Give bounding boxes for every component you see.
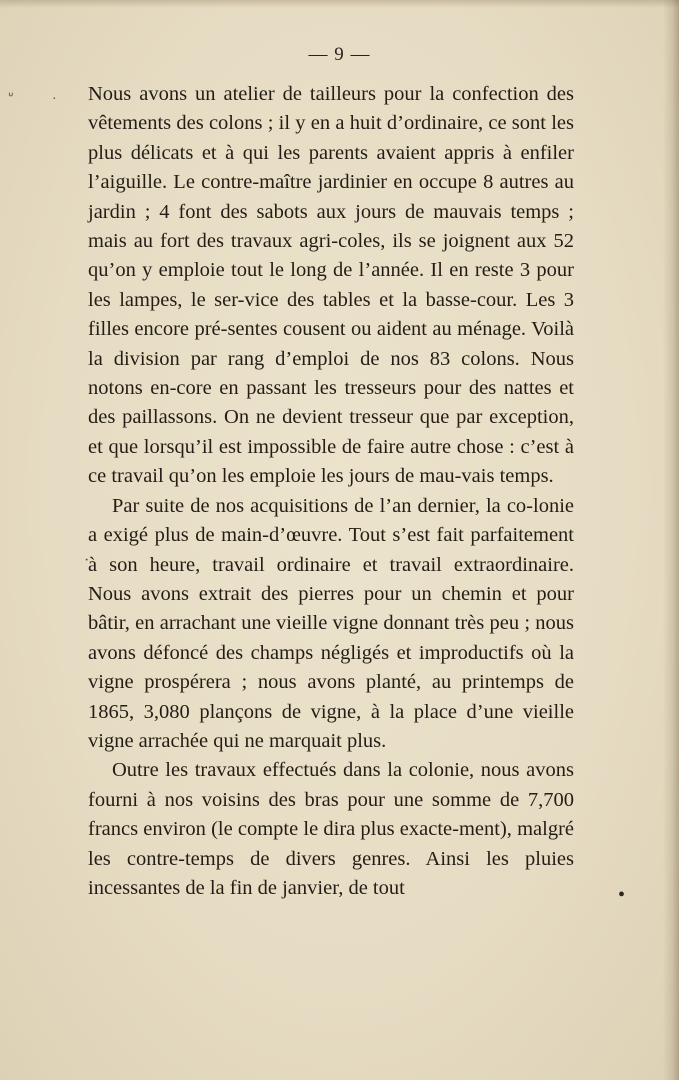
paragraph-1: Nous avons un atelier de tailleurs pour la confection des vêtements des colons ; il y en a huit d’ordinaire, ce sont les plus délicats et à qui les parents avaient appris à enfiler l’aiguille. Le contre-maître jardinier en occupe 8 autres au jardin ; 4 font des sabots aux jours de mauvais temps ; mais au fort des travaux agri-coles, ils se joignent aux 52 qu’on y emploie tout le long de l’année. Il en reste 3 pour les lampes, le ser-vice des tables et la basse-cour. Les 3 filles encore pré-sentes cousent ou aident au ménage. Voilà la division par rang d’emploi de nos 83 colons. Nous notons en-core en passant les tresseurs pour des nattes et des paillassons. On ne devient tresseur que par exception, et que lorsqu’il est impossible de faire autre chose : c’est à ce travail qu’on les emploie les jours de mau-vais temps.	[88, 83, 574, 488]
paragraph-3: Outre les travaux effectués dans la colonie, nous avons fourni à nos voisins des bras pour une somme de 7,700 francs environ (le compte le dira plus exacte-ment), malgré les contre-temps de divers genres. Ainsi les pluies incessantes de la fin de janvier, de tout	[88, 759, 574, 899]
speck-icon: ·	[52, 92, 57, 107]
margin-mark-icon: ᐡ	[8, 91, 14, 106]
ink-dot-icon: •	[618, 884, 626, 906]
body-text	[88, 80, 574, 903]
paragraph-2: Par suite de nos acquisitions de l’an dernier, la co-lonie a exigé plus de main-d’œuvre. Tout s’est fait parfaitement à son heure, travail ordinaire et travail extraordinaire. Nous avons extrait des pierres pour un chemin et pour bâtir, en arrachant une vieille vigne donnant très peu ; nous avons défoncé des champs négligés et improductifs où la vigne prospérera ; nous avons planté, au printemps de 1865, 3,080 plançons de vigne, à la place d’une vieille vigne arrachée qui ne marquait plus.	[88, 494, 574, 752]
page-top-shadow	[0, 0, 679, 8]
page-edge-shadow	[663, 0, 679, 1080]
page-number: — 9 —	[308, 44, 371, 65]
bullet-speck-icon: ·	[84, 552, 90, 569]
